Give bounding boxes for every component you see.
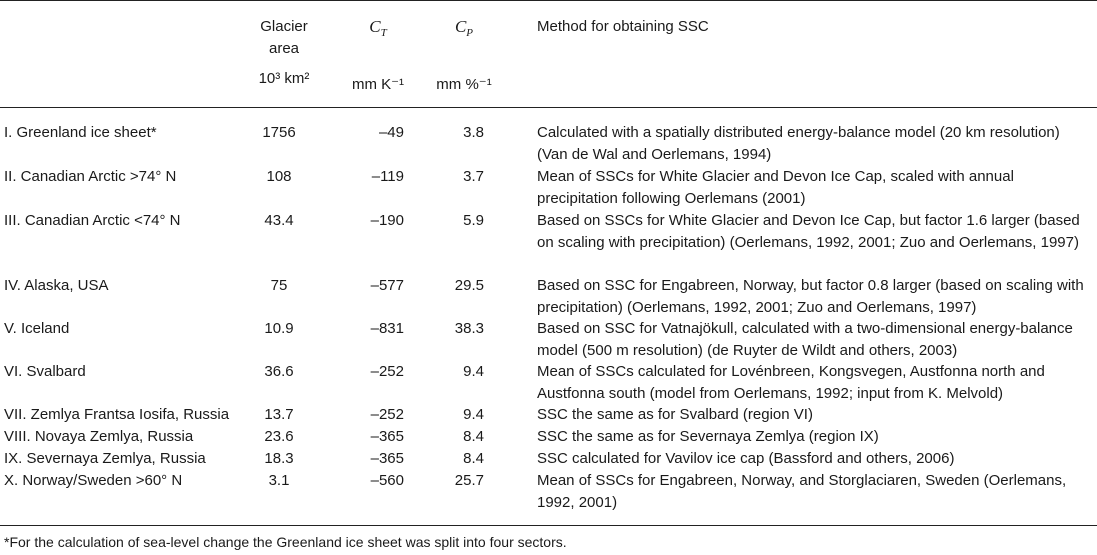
header-area-line2: area (268, 40, 300, 57)
ct-value: –190 (370, 212, 404, 229)
header-cp-unit: mm %⁻¹ (436, 76, 492, 93)
cp-value: 9.4 (463, 363, 484, 380)
header-ct (350, 16, 406, 96)
header-cp-symbol: $C_P$ (454, 17, 474, 39)
ct-value: –365 (370, 450, 404, 467)
header-area-unit: 10³ km² (258, 70, 310, 87)
region-name: IX. Severnaya Zemlya, Russia (4, 450, 206, 467)
glacier-area: 13.7 (264, 406, 294, 423)
glacier-area: 18.3 (264, 450, 294, 467)
cp-value: 5.9 (463, 212, 484, 229)
method-text: Mean of SSCs calculated for Lovénbreen, Kongsvegen, Austfonna north and Austfonna south (model from Oerlemans, 1992; input from K. Melvold) (537, 363, 1045, 402)
glacier-area: 10.9 (264, 320, 294, 337)
ct-value: –577 (370, 277, 404, 294)
region-name: VII. Zemlya Frantsa Iosifa, Russia (4, 406, 230, 423)
method-text: SSC the same as for Svalbard (region VI) (537, 406, 813, 423)
method-text: Mean of SSCs for White Glacier and Devon Ice Cap, scaled with annual precipitation following Oerlemans (2001) (537, 168, 1014, 207)
cp-value: 38.3 (454, 320, 484, 337)
glacier-area: 1756 (262, 124, 296, 141)
header-area-line1: Glacier (260, 18, 308, 35)
glacier-area: 43.4 (264, 212, 294, 229)
table-bottom-rule (0, 525, 1097, 526)
table-top-rule (0, 0, 1097, 1)
region-name: V. Iceland (4, 320, 70, 337)
glacier-area: 36.6 (264, 363, 294, 380)
cp-value: 8.4 (463, 450, 484, 467)
glacier-area: 23.6 (264, 428, 294, 445)
header-ct-symbol: $C_T$ (369, 17, 387, 39)
method-text: SSC calculated for Vavilov ice cap (Bassford and others, 2006) (537, 450, 955, 467)
header-area (250, 16, 318, 90)
ct-value: –252 (370, 406, 404, 423)
header-method: Method for obtaining SSC (537, 18, 709, 35)
region-name: III. Canadian Arctic <74° N (4, 212, 181, 229)
method-text: Calculated with a spatially distributed energy-balance model (20 km resolution) (Van de Wal and Oerlemans, 1994) (537, 124, 1060, 163)
ct-value: –560 (370, 472, 404, 489)
ct-value: –365 (370, 428, 404, 445)
region-name: I. Greenland ice sheet* (4, 124, 157, 141)
glacier-area: 75 (270, 277, 288, 294)
ct-value: –252 (370, 363, 404, 380)
header-ct-unit: mm K⁻¹ (351, 76, 405, 93)
footnote: *For the calculation of sea-level change the Greenland ice sheet was split into four sectors. (4, 534, 567, 550)
method-text: Mean of SSCs for Engabreen, Norway, and Storglaciaren, Sweden (Oerlemans, 1992, 2001) (537, 472, 1067, 511)
region-name: VI. Svalbard (4, 363, 86, 380)
cp-value: 25.7 (454, 472, 484, 489)
method-text: SSC the same as for Severnaya Zemlya (region IX) (537, 428, 879, 445)
region-name: IV. Alaska, USA (4, 277, 109, 294)
header-rule (0, 107, 1097, 108)
cp-value: 3.8 (463, 124, 484, 141)
glacier-area: 108 (266, 168, 292, 185)
cp-value: 3.7 (463, 168, 484, 185)
cp-value: 29.5 (454, 277, 484, 294)
ct-value: –119 (371, 168, 404, 185)
ct-value: –49 (378, 124, 404, 141)
region-name: II. Canadian Arctic >74° N (4, 168, 177, 185)
ct-value: –831 (370, 320, 404, 337)
glacier-area: 3.1 (268, 472, 290, 489)
cp-value: 8.4 (463, 428, 484, 445)
method-text: Based on SSCs for White Glacier and Devon Ice Cap, but factor 1.6 larger (based on scaling with precipitation) (Oerlemans, 1992, 2001; Zuo and Oerlemans, 1997) (537, 212, 1080, 251)
method-text: Based on SSC for Engabreen, Norway, but factor 0.8 larger (based on scaling with precipitation) (Oerlemans, 1992, 2001; Zuo and Oerlemans, 1997) (537, 277, 1084, 316)
cp-value: 9.4 (463, 406, 484, 423)
region-name: X. Norway/Sweden >60° N (4, 472, 183, 489)
method-text: Based on SSC for Vatnajökull, calculated with a two-dimensional energy-balance model (500 m resolution) (de Ruyter de Wildt and others, 2003) (537, 320, 1073, 359)
header-cp (430, 16, 498, 96)
region-name: VIII. Novaya Zemlya, Russia (4, 428, 194, 445)
